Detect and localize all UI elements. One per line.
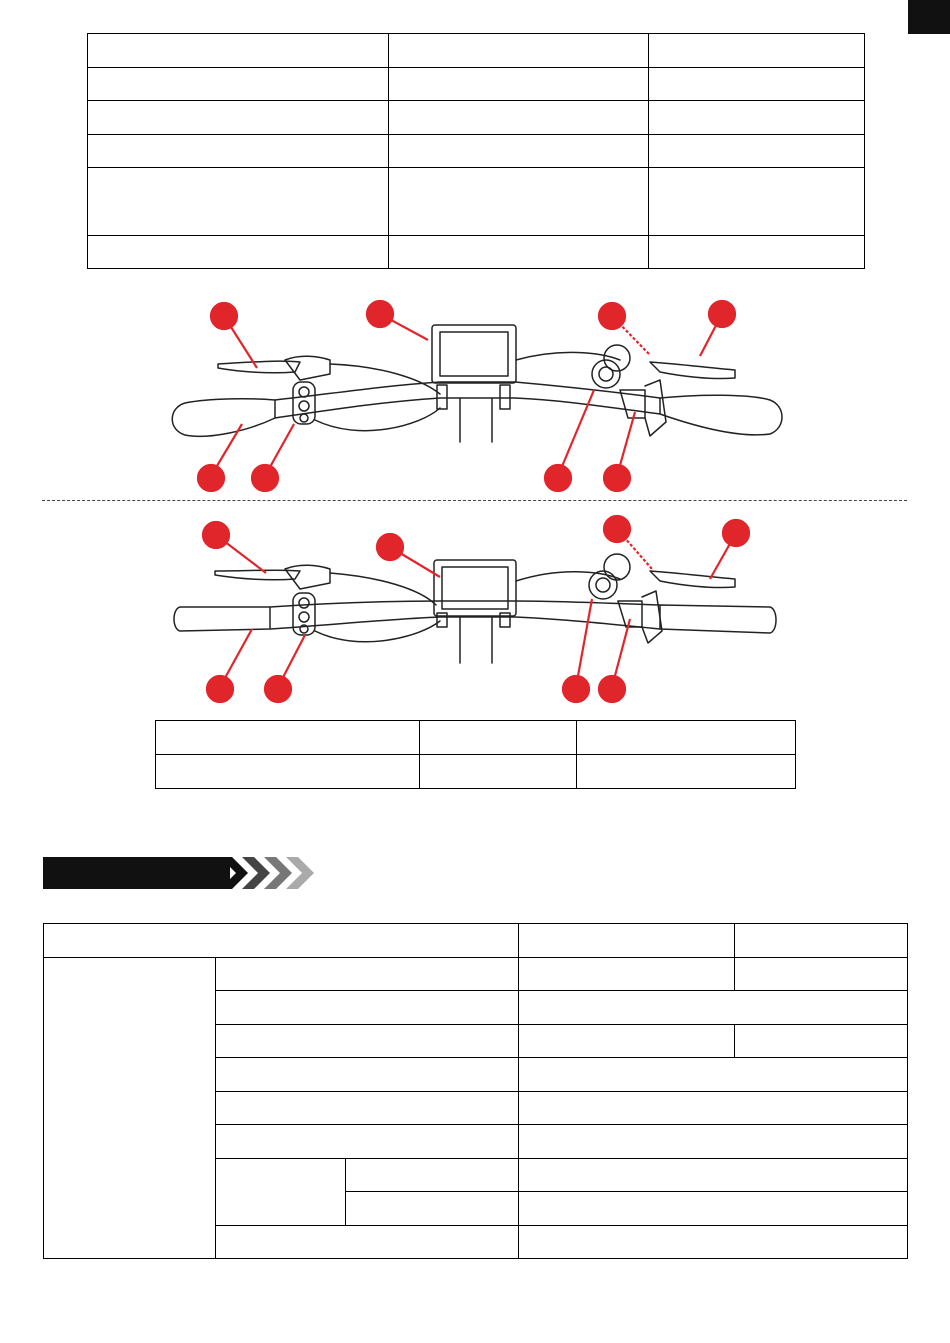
table-cell: [389, 34, 649, 68]
table-cell: [389, 101, 649, 135]
table-cell: [216, 1159, 346, 1226]
chapter-tab: [908, 0, 950, 34]
table-cell: [577, 721, 796, 755]
table-cell: [44, 958, 216, 1259]
table-cell: [346, 1192, 519, 1226]
table-cell: [519, 1025, 735, 1058]
handlebar-diagram-top: [0, 290, 950, 500]
chevron-arrows-icon: [220, 857, 320, 889]
table-cell: [735, 958, 908, 991]
table-cell: [88, 68, 389, 101]
table-cell: [649, 101, 865, 135]
table-cell: [88, 168, 389, 236]
table-cell: [519, 958, 735, 991]
table-cell: [156, 721, 420, 755]
table-row: [88, 168, 865, 236]
table-cell: [389, 68, 649, 101]
table-cell: [519, 1125, 908, 1159]
middle-table: [155, 720, 796, 789]
table-cell: [389, 135, 649, 168]
table-cell: [216, 1025, 519, 1058]
table-row: [88, 236, 865, 269]
table-cell: [216, 1125, 519, 1159]
table-cell: [216, 1058, 519, 1092]
diagram-separator: [42, 500, 907, 501]
handlebar-diagram-bottom: [0, 505, 950, 710]
table-cell: [519, 1226, 908, 1259]
table-cell: [44, 924, 519, 958]
table-cell: [649, 68, 865, 101]
table-row: [88, 101, 865, 135]
section-heading-bar: [43, 857, 230, 889]
table-cell: [519, 924, 735, 958]
table-cell: [389, 168, 649, 236]
table-cell: [88, 135, 389, 168]
table-cell: [519, 1092, 908, 1125]
table-cell: [420, 755, 577, 789]
table-row: [88, 68, 865, 101]
table-cell: [88, 34, 389, 68]
table-cell: [649, 135, 865, 168]
specs-table: [43, 923, 908, 1259]
table-cell: [649, 236, 865, 269]
top-table: [87, 33, 865, 269]
table-cell: [216, 991, 519, 1025]
table-cell: [735, 1025, 908, 1058]
table-cell: [735, 924, 908, 958]
table-cell: [649, 168, 865, 236]
table-cell: [346, 1159, 519, 1192]
table-cell: [156, 755, 420, 789]
table-row: [88, 34, 865, 68]
table-row: [44, 924, 908, 958]
table-cell: [519, 1058, 908, 1092]
table-row: [156, 755, 796, 789]
table-cell: [216, 1226, 519, 1259]
table-cell: [577, 755, 796, 789]
table-cell: [420, 721, 577, 755]
table-cell: [519, 991, 908, 1025]
table-cell: [389, 236, 649, 269]
table-cell: [216, 1092, 519, 1125]
table-row: [156, 721, 796, 755]
table-cell: [519, 1159, 908, 1192]
table-cell: [649, 34, 865, 68]
table-cell: [216, 958, 519, 991]
table-cell: [519, 1192, 908, 1226]
table-row: [44, 958, 908, 991]
table-cell: [88, 236, 389, 269]
table-row: [88, 135, 865, 168]
table-cell: [88, 101, 389, 135]
